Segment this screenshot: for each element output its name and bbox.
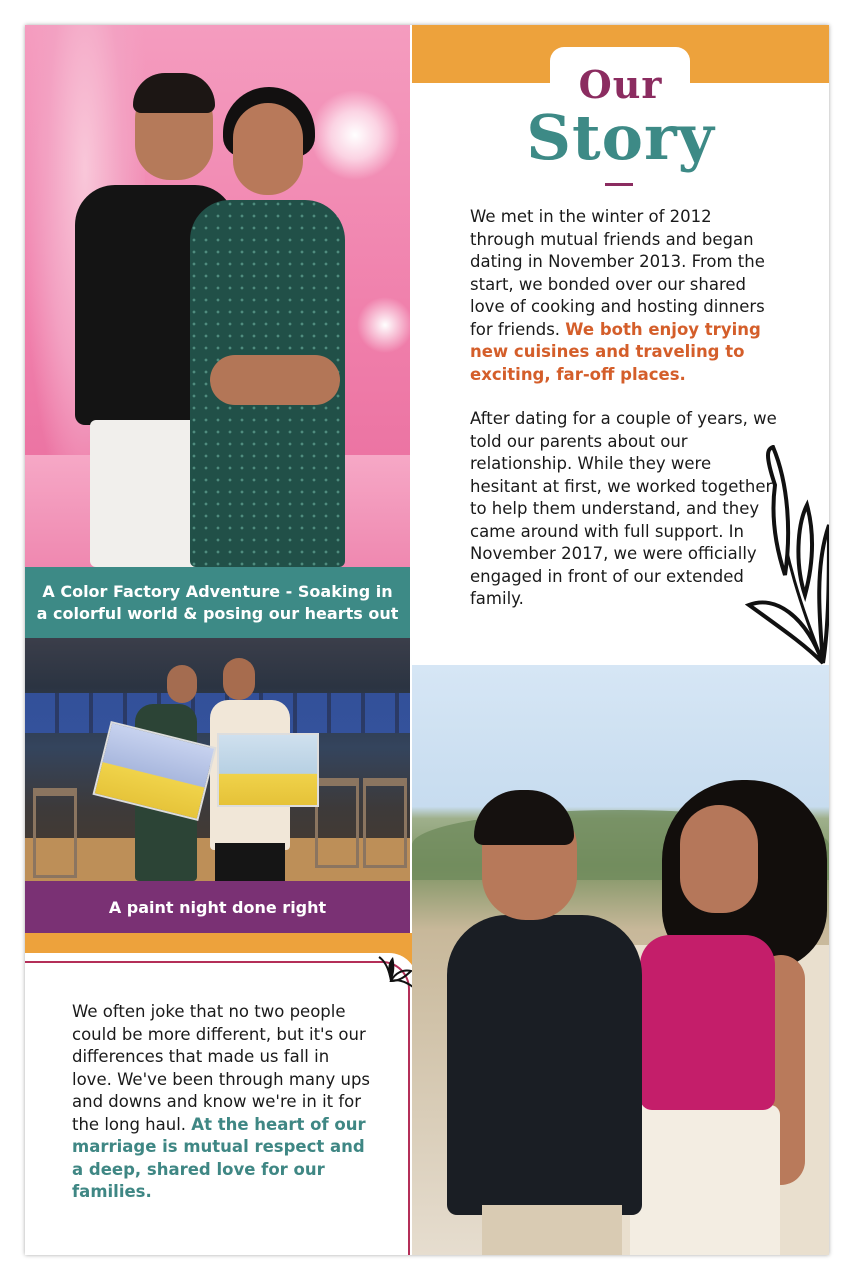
caption-color-factory: A Color Factory Adventure - Soaking in a colorful world & posing our hearts out [25, 567, 410, 638]
leaf-branch-icon [745, 445, 829, 667]
painting-left [92, 721, 216, 821]
closing-text [72, 1001, 372, 1204]
story-intro [470, 206, 780, 633]
photo-paint-night [25, 638, 410, 881]
photo-couple-outdoors [412, 665, 829, 1255]
painting-right [217, 733, 319, 807]
story-paragraph-2: After dating for a couple of years, we told our parents about our relationship. While they were hesitant at first, we worked together to help them understand, and they came around with full support. In November 2017, we were officially engaged in front of our extended family. [470, 409, 777, 608]
closing-plain: We often joke that no two people could be more different, but it's our differences that made us fall in love. We've been through many ups and downs and know we're in it for the long haul. [72, 1002, 371, 1134]
title-divider [605, 183, 633, 186]
closing-highlight: At the heart of our marriage is mutual respect and a deep, shared love for our families. [72, 1114, 366, 1201]
title-our: Our [578, 62, 663, 107]
small-leaf-icon [375, 951, 417, 991]
story-highlight: We both enjoy trying new cuisines and traveling to exciting, far-off places. [470, 319, 761, 384]
photo-color-factory [25, 25, 410, 567]
title-story: Story [526, 101, 715, 174]
story-page [25, 25, 829, 1255]
story-paragraph-1: We met in the winter of 2012 through mutual friends and began dating in November 2013. From the start, we bonded over our shared love of cooking and hosting dinners for friends. We both enjoy trying new cuisines and traveling to exciting, far-off places. [470, 207, 765, 384]
caption-paint-night: A paint night done right [25, 881, 410, 933]
